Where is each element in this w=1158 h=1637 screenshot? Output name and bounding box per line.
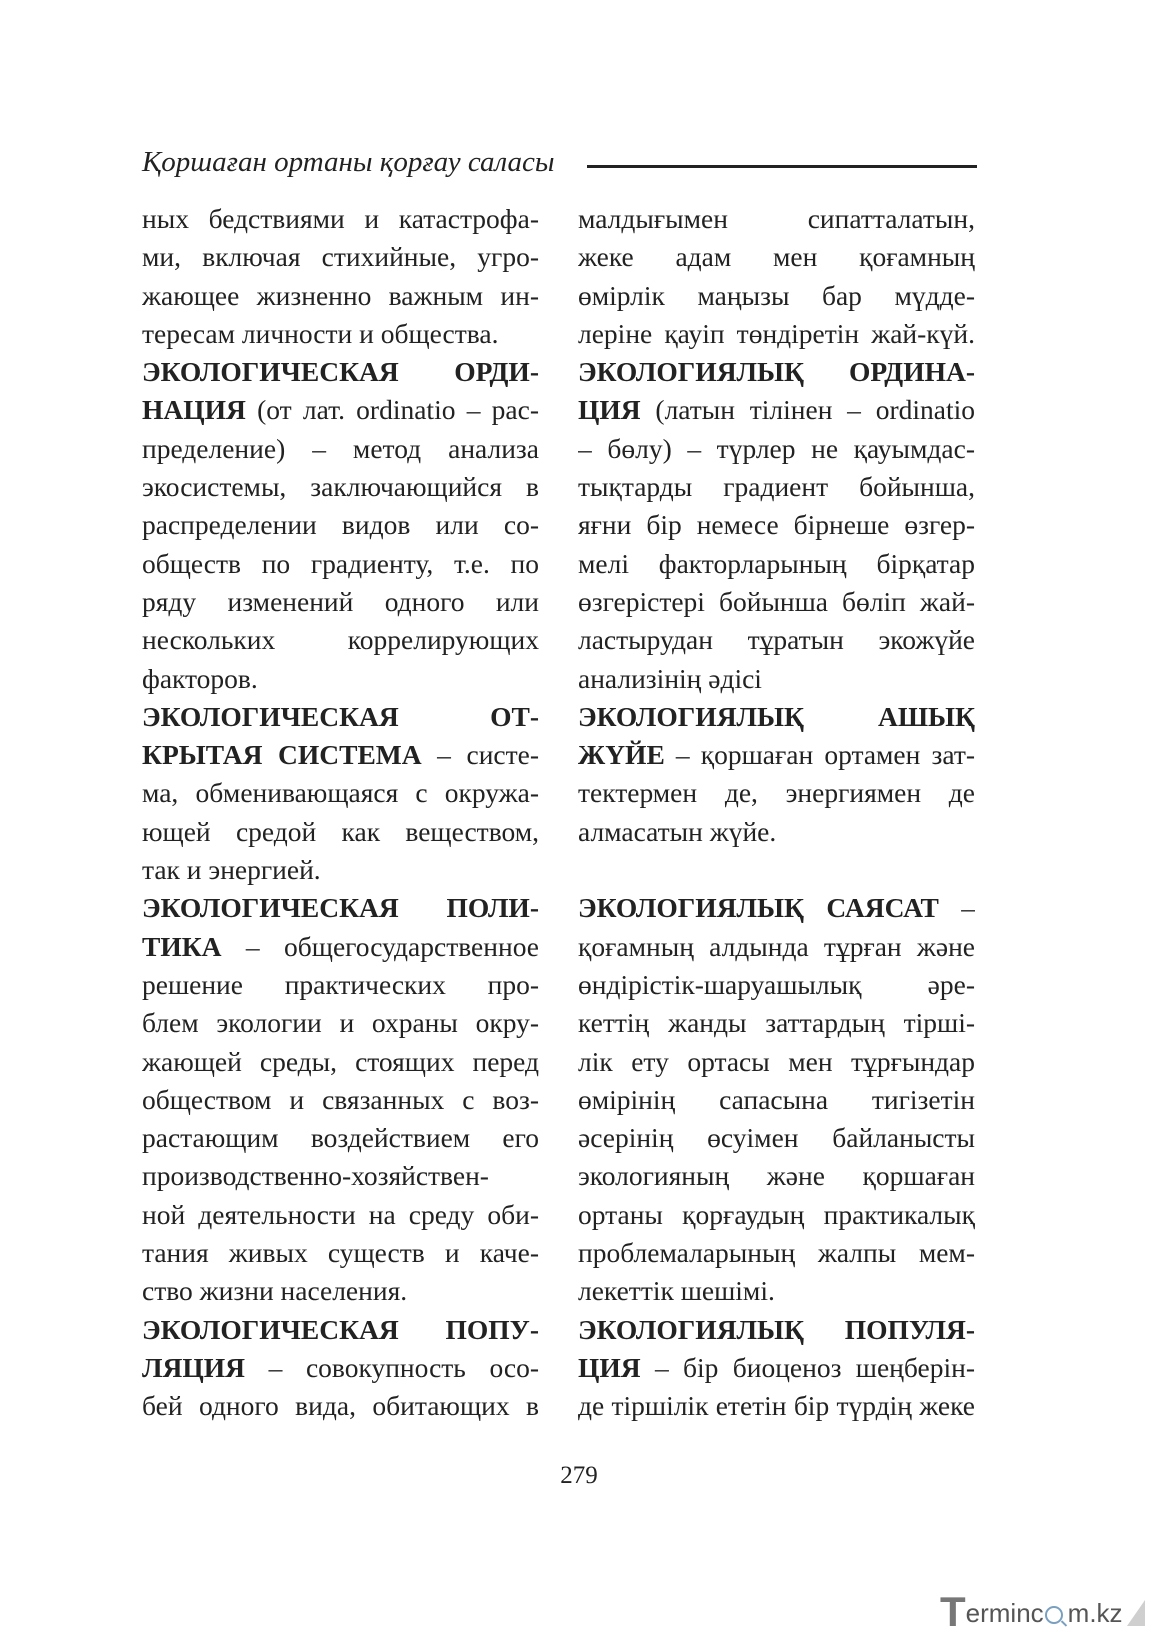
text-line	[142, 966, 539, 1004]
line-text: ство жизни населения.	[142, 1275, 408, 1307]
text-line	[142, 1387, 539, 1425]
line-text: әсерінің өсуімен байланысты	[578, 1122, 975, 1154]
line-text: (от лат. ordinatio – рас-	[245, 394, 539, 426]
line-text: ластырудан тұратын экожүйе	[578, 624, 975, 656]
triangle-icon	[1127, 1600, 1145, 1626]
text-line	[578, 1119, 975, 1157]
line-text: экологияның және қоршаған	[578, 1160, 975, 1192]
text-line	[578, 238, 975, 276]
text-line	[578, 1043, 975, 1081]
line-text: – бөлу) – түрлер не қауымдас-	[578, 432, 975, 464]
line-text: – совокупность осо-	[245, 1351, 539, 1383]
line-text: –	[938, 892, 975, 924]
text-line	[142, 1196, 539, 1234]
line-text: жающей среды, стоящих перед	[142, 1045, 539, 1077]
term-heading: КРЫТАЯ СИСТЕМА	[142, 739, 422, 771]
term-heading: ЭКОЛОГИЧЕСКАЯ ПОЛИ-	[142, 892, 539, 924]
line-text: обществ по градиенту, т.е. по	[142, 547, 539, 579]
text-line	[142, 200, 539, 238]
line-text: алмасатын жүйе.	[578, 815, 777, 847]
text-line	[578, 277, 975, 315]
text-line	[578, 1272, 975, 1310]
text-line	[578, 391, 975, 429]
line-text: решение практических про-	[142, 968, 539, 1000]
term-heading: ЦИЯ	[578, 1351, 641, 1383]
left-column	[142, 200, 539, 1426]
line-text: мелі факторларының бірқатар	[578, 547, 975, 579]
text-line	[578, 813, 975, 851]
line-text: де тіршілік ететін бір түрдің жеке	[578, 1390, 975, 1422]
text-line	[142, 1272, 539, 1310]
text-line	[142, 583, 539, 621]
line-text: ющей средой как веществом,	[142, 815, 539, 847]
line-text: пределение) – метод анализа	[142, 432, 539, 464]
text-line	[578, 1081, 975, 1119]
text-line	[578, 430, 975, 468]
line-text: – қоршаған ортамен зат-	[664, 739, 975, 771]
magnifier-icon	[1045, 1606, 1063, 1624]
text-line	[578, 736, 975, 774]
line-text: производственно-хозяйствен-	[142, 1160, 489, 1192]
text-line	[142, 1311, 539, 1349]
term-heading: ЭКОЛОГИЧЕСКАЯ ПОПУ-	[142, 1313, 539, 1345]
text-line	[142, 1043, 539, 1081]
line-text: ма, обменивающаяся с окружа-	[142, 777, 539, 809]
line-text: жеке адам мен қоғамның	[578, 241, 975, 273]
line-text: тықтарды градиент бойынша,	[578, 471, 975, 503]
line-text: ной деятельности на среду оби-	[142, 1198, 539, 1230]
text-line	[578, 621, 975, 659]
line-text: проблемаларының жалпы мем-	[578, 1237, 975, 1269]
term-heading: ТИКА	[142, 930, 222, 962]
line-text: блем экологии и охраны окру-	[142, 1007, 539, 1039]
text-line	[578, 583, 975, 621]
text-line	[142, 928, 539, 966]
text-line	[578, 660, 975, 698]
line-text: распределении видов или со-	[142, 509, 539, 541]
text-line	[578, 200, 975, 238]
line-text: ных бедствиями и катастрофа-	[142, 203, 539, 234]
term-heading: НАЦИЯ	[142, 394, 246, 426]
line-text: жающее жизненно важным ин-	[142, 279, 539, 311]
line-text: бей одного вида, обитающих в	[142, 1390, 539, 1422]
line-text: – общегосударственное	[221, 930, 539, 962]
term-heading: ЭКОЛОГИЯЛЫҚ АШЫҚ	[578, 700, 975, 732]
text-line	[142, 1119, 539, 1157]
watermark-suffix: m.kz	[1067, 1598, 1123, 1628]
term-heading: ЭКОЛОГИЧЕСКАЯ ОРДИ-	[142, 356, 539, 388]
text-line	[578, 1157, 975, 1195]
line-text: тания живых существ и каче-	[142, 1237, 539, 1269]
line-text: нескольких коррелирующих	[142, 624, 539, 656]
line-text: факторов.	[142, 662, 258, 694]
text-line	[578, 1196, 975, 1234]
line-text: обществом и связанных с воз-	[142, 1083, 539, 1115]
text-line	[142, 545, 539, 583]
text-line	[142, 1004, 539, 1042]
text-line	[142, 736, 539, 774]
text-line	[578, 889, 975, 927]
right-column	[578, 200, 975, 1426]
running-header	[142, 146, 977, 186]
line-text: тектермен де, энергиямен де	[578, 777, 975, 809]
line-text: (латын тілінен – ordinatio	[640, 394, 975, 426]
text-line	[142, 698, 539, 736]
text-line	[578, 468, 975, 506]
text-line	[578, 966, 975, 1004]
text-line	[578, 1349, 975, 1387]
text-line	[142, 1081, 539, 1119]
line-text: так и энергией.	[142, 854, 321, 886]
line-text: өмірінің сапасына тигізетін	[578, 1083, 975, 1115]
text-line	[578, 506, 975, 544]
text-line	[578, 1234, 975, 1272]
text-line	[142, 430, 539, 468]
text-line	[142, 889, 539, 927]
header-rule	[587, 165, 977, 168]
line-text: экосистемы, заключающийся в	[142, 471, 539, 503]
text-line	[142, 238, 539, 276]
term-heading: ЭКОЛОГИЯЛЫҚ ПОПУЛЯ-	[578, 1313, 975, 1345]
line-text: лекеттік шешімі.	[578, 1275, 775, 1307]
text-line	[578, 1004, 975, 1042]
header-title: Қоршаған ортаны қорғау саласы	[142, 146, 555, 178]
text-line	[142, 468, 539, 506]
text-line	[578, 774, 975, 812]
line-text: тересам личности и общества.	[142, 317, 499, 349]
line-text: анализінің әдісі	[578, 662, 762, 694]
line-text: ряду изменений одного или	[142, 585, 539, 617]
line-text: леріне қауіп төндіретін жай-күй.	[578, 317, 975, 349]
text-line	[142, 391, 539, 429]
text-line	[142, 1349, 539, 1387]
watermark-prefix: T	[940, 1588, 966, 1635]
text-line	[578, 1311, 975, 1349]
site-watermark	[940, 1588, 1145, 1636]
text-line	[142, 813, 539, 851]
term-heading: ЦИЯ	[578, 394, 641, 426]
line-text: өзгерістері бойынша бөліп жай-	[578, 585, 975, 617]
term-heading: ЛЯЦИЯ	[142, 1351, 245, 1383]
line-text: өмірлік маңызы бар мүдде-	[578, 279, 975, 311]
line-text: кеттің жанды заттардың тірші-	[578, 1007, 975, 1039]
text-line	[142, 1234, 539, 1272]
text-line	[142, 660, 539, 698]
term-heading: ЖҮЙЕ	[578, 739, 665, 771]
line-text: лік ету ортасы мен тұрғындар	[578, 1045, 975, 1077]
text-line	[578, 315, 975, 353]
line-text: растающим воздействием его	[142, 1122, 539, 1154]
text-line	[578, 1387, 975, 1425]
line-text: ортаны қорғаудың практикалық	[578, 1198, 975, 1230]
term-heading: ЭКОЛОГИЯЛЫҚ САЯСАТ	[578, 892, 939, 924]
text-line	[142, 315, 539, 353]
text-line	[578, 851, 975, 889]
page-number: 279	[560, 1462, 598, 1489]
line-text: қоғамның алдында тұрған және	[578, 930, 975, 962]
line-text: – систе-	[421, 739, 539, 771]
text-line	[142, 277, 539, 315]
text-line	[142, 353, 539, 391]
text-line	[142, 1157, 539, 1195]
text-line	[142, 774, 539, 812]
text-line	[578, 928, 975, 966]
line-text: ми, включая стихийные, угро-	[142, 241, 539, 273]
term-heading: ЭКОЛОГИЯЛЫҚ ОРДИНА-	[578, 356, 975, 388]
text-line	[578, 353, 975, 391]
text-line	[142, 621, 539, 659]
line-text: малдығымен сипатталатын,	[578, 203, 975, 234]
term-heading: ЭКОЛОГИЧЕСКАЯ ОТ-	[142, 700, 539, 732]
line-text: – бір биоценоз шеңберін-	[640, 1351, 975, 1383]
text-line	[142, 851, 539, 889]
text-line	[142, 506, 539, 544]
line-text: өндірістік-шаруашылық әре-	[578, 968, 975, 1000]
watermark-middle: erminc	[965, 1598, 1044, 1628]
text-line	[578, 698, 975, 736]
line-text: яғни бір немесе бірнеше өзгер-	[578, 509, 975, 541]
text-line	[578, 545, 975, 583]
